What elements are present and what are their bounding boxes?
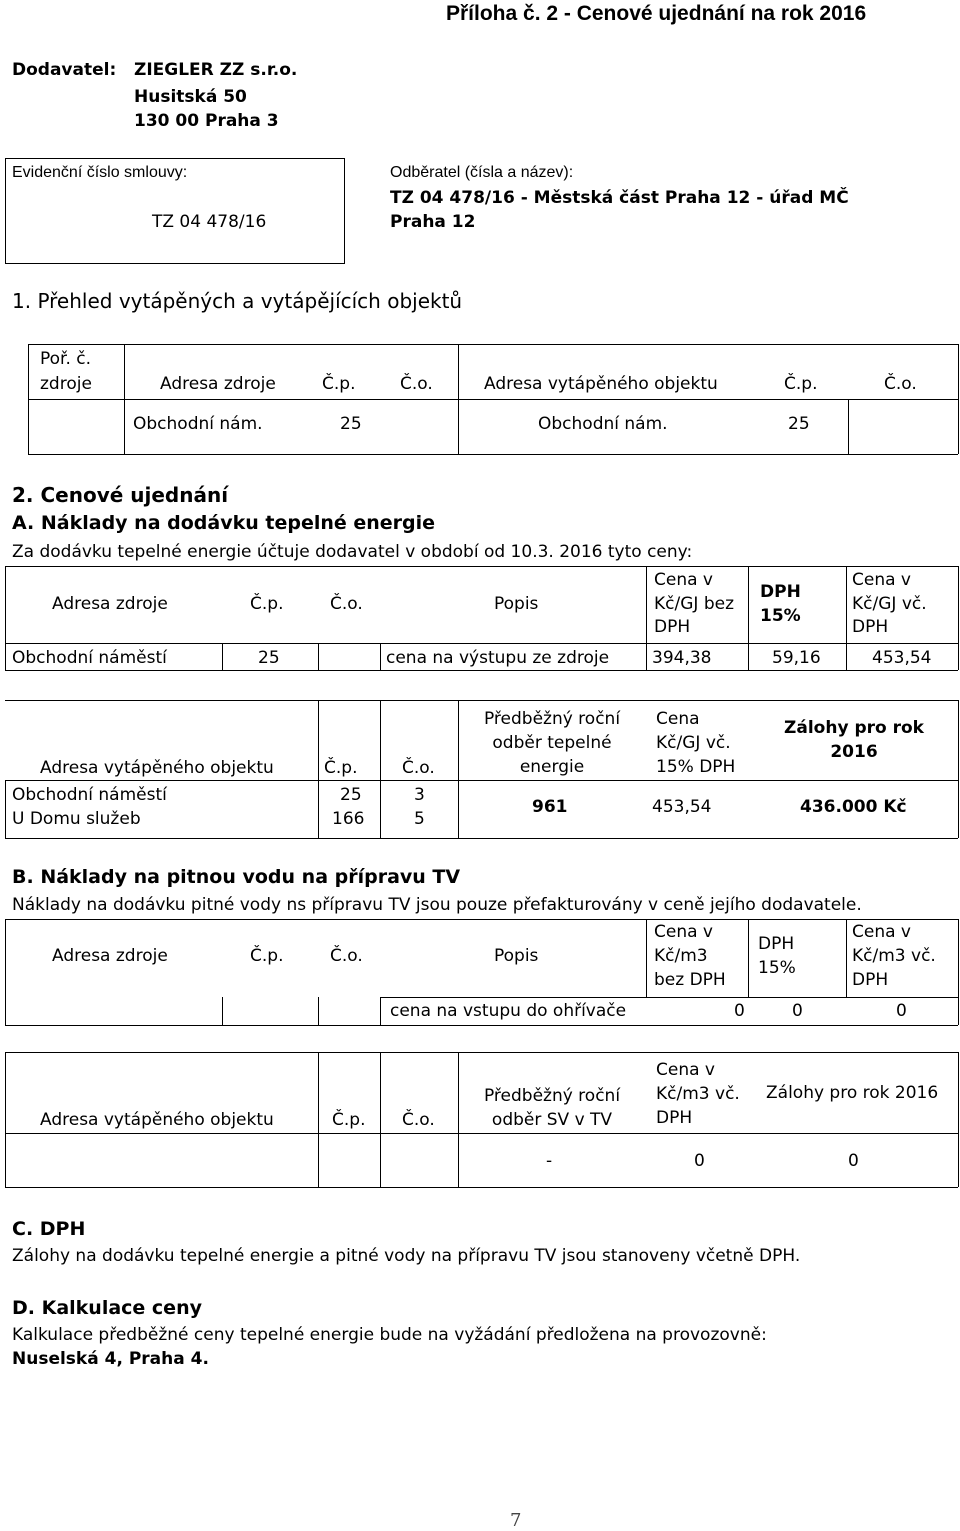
a1-th-cena-bez-2: Kč/GJ bez (654, 594, 734, 614)
a1-th-adresa: Adresa zdroje (52, 594, 168, 614)
th-cp: Č.p. (322, 374, 356, 394)
th-adresa-zdroje: Adresa zdroje (160, 374, 276, 394)
b2-td-cena: 0 (694, 1151, 705, 1171)
b1-td-popis: cena na vstupu do ohřívače (390, 1001, 627, 1021)
b1-th-co: Č.o. (330, 946, 363, 966)
a2-th-co: Č.o. (402, 758, 435, 778)
customer-label: Odběratel (čísla a název): (390, 164, 574, 181)
a1-td-adresa: Obchodní náměstí (12, 648, 167, 668)
b1-td-cena-vc: 0 (896, 1001, 907, 1021)
a2-th-odber-3: energie (519, 757, 585, 777)
td-adresa-zdroje: Obchodní nám. (133, 414, 263, 434)
a2-td-adresa-1: Obchodní náměstí (12, 785, 167, 805)
a1-th-cena-bez-3: DPH (654, 617, 691, 637)
supplier-name: ZIEGLER ZZ s.r.o. (134, 60, 298, 80)
a2-th-odber-2: odběr tepelné (492, 733, 612, 753)
b2-th-zalohy: Zálohy pro rok 2016 (766, 1083, 939, 1103)
a2-th-zalohy-2: 2016 (830, 742, 878, 762)
a2-th-cp: Č.p. (324, 758, 358, 778)
b1-th-cena-vc-1: Cena v (852, 922, 911, 942)
b1-th-cena-bez-1: Cena v (654, 922, 713, 942)
a1-th-dph-1: DPH (760, 582, 801, 602)
section2d-heading: D. Kalkulace ceny (12, 1297, 202, 1319)
b2-th-co: Č.o. (402, 1110, 435, 1130)
a1-th-popis: Popis (494, 594, 539, 614)
a2-td-zalohy: 436.000 Kč (800, 797, 907, 817)
a2-td-cp-1: 25 (340, 785, 362, 805)
section2c-text: Zálohy na dodávku tepelné energie a pitné vody na přípravu TV jsou stanoveny včetně DPH. (12, 1246, 801, 1266)
a2-td-co-1: 3 (414, 785, 425, 805)
customer-line2: Praha 12 (390, 212, 476, 232)
supplier-street: Husitská 50 (134, 87, 247, 107)
a2-td-cp-2: 166 (332, 809, 365, 829)
a1-th-co: Č.o. (330, 594, 363, 614)
b2-th-cena-3: DPH (656, 1108, 693, 1128)
b1-th-cp: Č.p. (250, 946, 284, 966)
contract-number-value: TZ 04 478/16 (152, 212, 267, 232)
b1-th-dph-2: 15% (758, 958, 796, 978)
td-cp2: 25 (788, 414, 810, 434)
a2-th-zalohy-1: Zálohy pro rok (784, 718, 924, 738)
a2-td-co-2: 5 (414, 809, 425, 829)
a2-th-cena-2: Kč/GJ vč. (656, 733, 731, 753)
b1-th-cena-vc-3: DPH (852, 970, 889, 990)
b2-td-zalohy: 0 (848, 1151, 859, 1171)
a2-td-odber: 961 (532, 797, 568, 817)
a2-td-cena: 453,54 (652, 797, 712, 817)
b2-th-cena-2: Kč/m3 vč. (656, 1084, 740, 1104)
section2a-heading: A. Náklady na dodávku tepelné energie (12, 512, 436, 534)
page-number: 7 (510, 1510, 522, 1531)
a1-th-cena-bez-1: Cena v (654, 570, 713, 590)
a2-th-cena-1: Cena (656, 709, 700, 729)
a1-th-cena-vc-2: Kč/GJ vč. (852, 594, 927, 614)
page-title: Příloha č. 2 - Cenové ujednání na rok 2016 (446, 2, 867, 25)
b1-td-dph: 0 (792, 1001, 803, 1021)
a1-th-cp: Č.p. (250, 594, 284, 614)
section2c-heading: C. DPH (12, 1218, 86, 1240)
a2-td-adresa-2: U Domu služeb (12, 809, 141, 829)
section2d-text: Kalkulace předběžné ceny tepelné energie bude na vyžádání předložena na provozovně: (12, 1325, 767, 1345)
b2-th-cp: Č.p. (332, 1110, 366, 1130)
b1-td-cena-bez: 0 (734, 1001, 745, 1021)
td-cp: 25 (340, 414, 362, 434)
b1-th-cena-bez-2: Kč/m3 (654, 946, 708, 966)
b2-th-odber-2: odběr SV v TV (491, 1110, 613, 1130)
a1-td-popis: cena na výstupu ze zdroje (386, 648, 610, 668)
b2-th-adresa: Adresa vytápěného objektu (40, 1110, 274, 1130)
a2-th-cena-3: 15% DPH (656, 757, 736, 777)
a2-th-adresa: Adresa vytápěného objektu (40, 758, 274, 778)
th-zdroje: zdroje (40, 374, 92, 394)
a2-th-odber-1: Předběžný roční (483, 709, 621, 729)
th-adresa-objektu: Adresa vytápěného objektu (484, 374, 718, 394)
a1-td-cena-vc: 453,54 (872, 648, 932, 668)
th-co: Č.o. (400, 374, 433, 394)
section2a-text: Za dodávku tepelné energie účtuje dodavatel v období od 10.3. 2016 tyto ceny: (12, 542, 693, 562)
contract-number-label: Evidenční číslo smlouvy: (12, 164, 188, 181)
a1-th-dph-2: 15% (760, 606, 801, 626)
supplier-label: Dodavatel: (12, 60, 117, 80)
b2-th-cena-1: Cena v (656, 1060, 715, 1080)
td-adresa-objektu: Obchodní nám. (538, 414, 668, 434)
th-co2: Č.o. (884, 374, 917, 394)
b2-th-odber-1: Předběžný roční (483, 1086, 621, 1106)
customer-line1: TZ 04 478/16 - Městská část Praha 12 - úřad MČ (390, 188, 849, 208)
section2d-address: Nuselská 4, Praha 4. (12, 1349, 209, 1369)
th-por-c: Poř. č. (40, 349, 92, 369)
section2b-text: Náklady na dodávku pitné vody ns přípravu TV jsou pouze přefakturovány v ceně jejího dodavatele. (12, 895, 862, 915)
b1-th-adresa: Adresa zdroje (52, 946, 168, 966)
section1-heading: 1. Přehled vytápěných a vytápějících objektů (12, 289, 463, 313)
a1-td-cp: 25 (258, 648, 280, 668)
a1-td-dph: 59,16 (772, 648, 821, 668)
b1-th-dph-1: DPH (758, 934, 795, 954)
supplier-city: 130 00 Praha 3 (134, 111, 279, 131)
a1-th-cena-vc-3: DPH (852, 617, 889, 637)
section2-heading: 2. Cenové ujednání (12, 483, 229, 507)
a1-td-cena-bez: 394,38 (652, 648, 712, 668)
b2-td-odber: - (546, 1151, 553, 1171)
section2b-heading: B. Náklady na pitnou vodu na přípravu TV (12, 866, 461, 888)
b1-th-cena-bez-3: bez DPH (654, 970, 726, 990)
b1-th-cena-vc-2: Kč/m3 vč. (852, 946, 936, 966)
th-cp2: Č.p. (784, 374, 818, 394)
b1-th-popis: Popis (494, 946, 539, 966)
a1-th-cena-vc-1: Cena v (852, 570, 911, 590)
